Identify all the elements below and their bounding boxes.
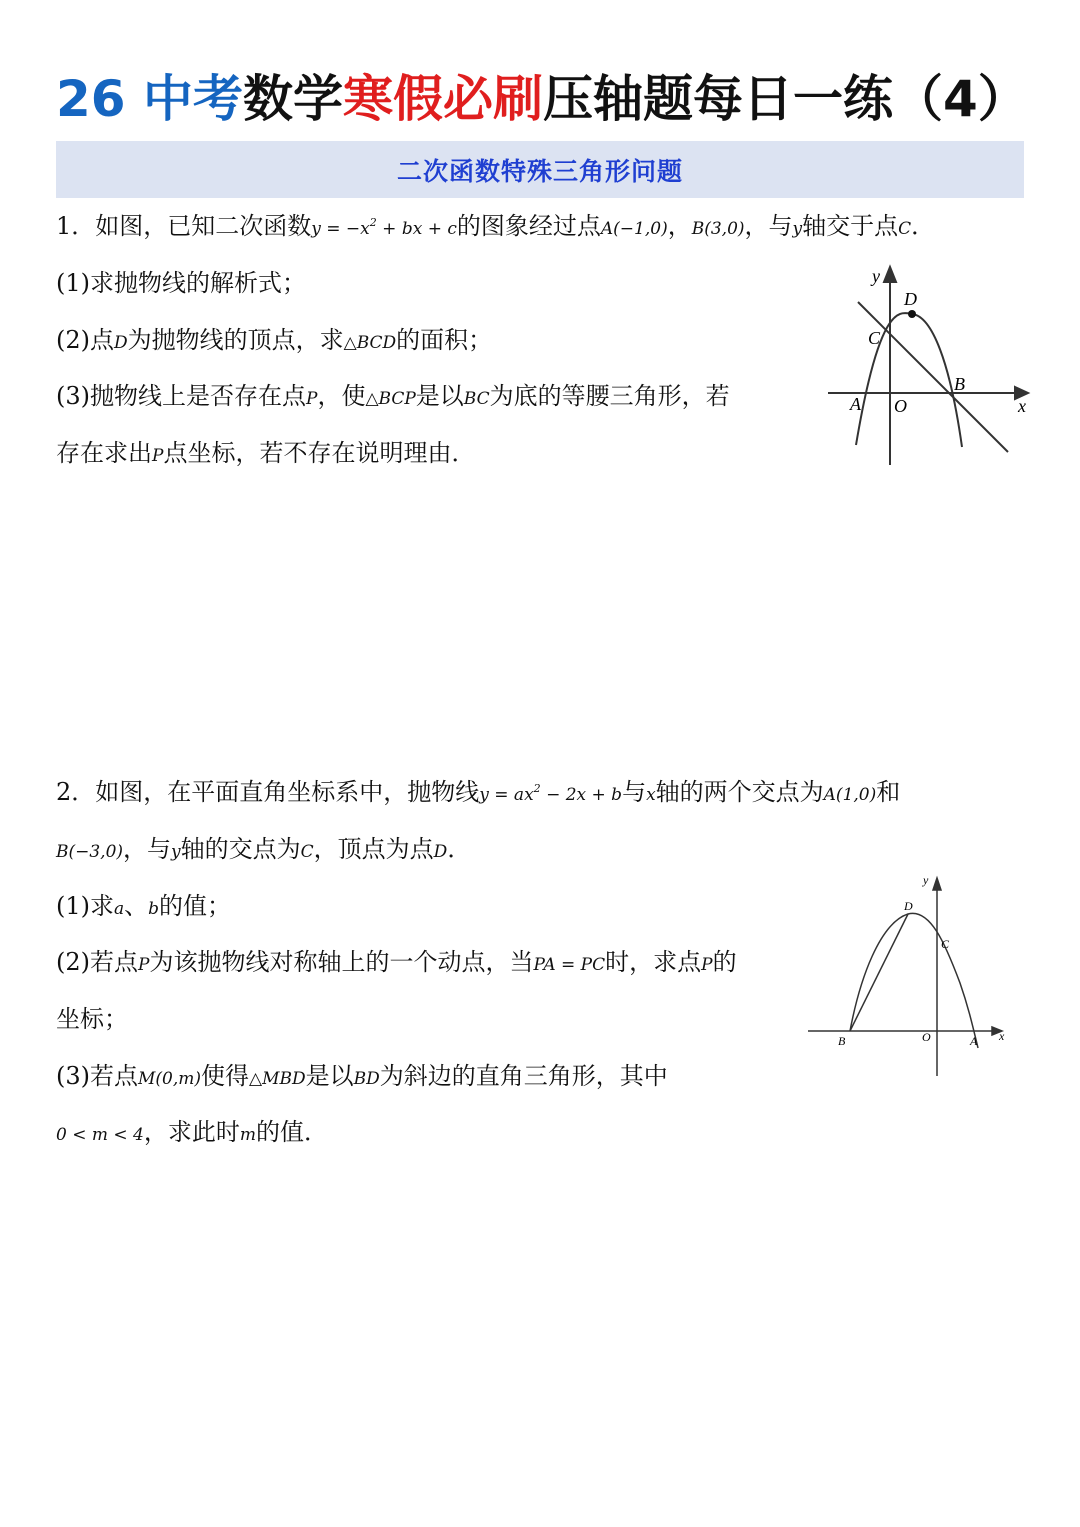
p2-question-2: (2)若点P为该抛物线对称轴上的一个动点，当PA = PC时，求点P的 [56, 948, 737, 976]
p2-fig-label-x: x [999, 1029, 1005, 1043]
p2-fig-label-D: D [904, 899, 913, 913]
p2-fig-label-C: C [941, 937, 950, 951]
p1-statement-line: 1．如图，已知二次函数$y = -x^2$ + bx + c的图象经过点A(−1,0)，B(3,0)，与y轴交于点C． [56, 212, 936, 240]
p1-fig-line-CB [858, 302, 1008, 452]
title-part-holiday: 寒假必刷 [343, 70, 543, 128]
p2-fig-parabola [850, 913, 978, 1048]
p2-statement-line: 2．如图，在平面直角坐标系中，抛物线$y = ax^2 - 2x + b$与x轴的两个交点为A(1,0)和 [56, 778, 901, 806]
p2-fig-label-y: y [923, 873, 929, 887]
p1-fig-label-y: y [872, 266, 880, 286]
p2-question-3-cont: 0 < m < 4，求此时m的值． [56, 1118, 328, 1146]
title-part-grade: 26 中考 [56, 70, 243, 128]
p1-fig-label-A: A [850, 394, 861, 414]
page-title [56, 64, 1056, 134]
p1-point-B: B(3,0) [691, 219, 745, 239]
p1-fig-label-D: D [904, 289, 917, 309]
p2-figure [800, 868, 1020, 1083]
p2-point-A: A(1,0) [823, 785, 877, 805]
topic-banner-text: 二次函数特殊三角形问题 [396, 156, 683, 186]
p1-text: 1．如图，已知二次函数 [56, 212, 312, 240]
p2-point-B: B(−3,0) [56, 842, 124, 862]
topic-banner [56, 141, 1024, 198]
p1-question-3-cont: 存在求出P点坐标，若不存在说明理由． [56, 439, 476, 467]
p1-equation: $y = -x^2$ + bx + c [311, 216, 457, 239]
p2-equation: $y = ax^2 - 2x + b$ [479, 782, 623, 805]
title-part-subject: 数学 [243, 70, 343, 128]
p1-question-2: (2)点D为抛物线的顶点，求△BCD的面积； [56, 326, 493, 354]
p1-question-3: (3)抛物线上是否存在点P，使△BCP是以BC为底的等腰三角形，若 [56, 382, 730, 410]
p2-statement-line-2: B(−3,0)，与y轴的交点为C，顶点为点D． [56, 835, 472, 863]
p1-fig-vertex-dot [908, 310, 916, 318]
p2-question-3: (3)若点M(0,m)使得△MBD是以BD为斜边的直角三角形，其中 [56, 1062, 668, 1090]
p2-fig-label-A: A [970, 1034, 978, 1048]
p1-fig-label-x: x [1018, 396, 1026, 416]
p1-question-1: (1)求抛物线的解析式； [56, 269, 306, 297]
title-part-daily: 压轴题每日一练（4） [543, 70, 1028, 128]
p2-question-2-cont: 坐标； [56, 1005, 128, 1033]
p2-fig-label-O: O [922, 1030, 931, 1044]
p1-fig-label-C: C [868, 328, 881, 348]
p1-fig-y-arrow [884, 267, 896, 282]
p2-fig-y-arrow [933, 878, 941, 890]
p2-question-1: (1)求a、b的值； [56, 892, 232, 920]
p2-fig-line-BD [850, 914, 908, 1031]
p1-fig-label-O: O [894, 396, 907, 416]
p2-fig-label-B: B [838, 1034, 846, 1048]
p1-point-A: A(−1,0) [600, 219, 668, 239]
p1-fig-label-B: B [954, 374, 965, 394]
p1-figure [820, 262, 1040, 472]
